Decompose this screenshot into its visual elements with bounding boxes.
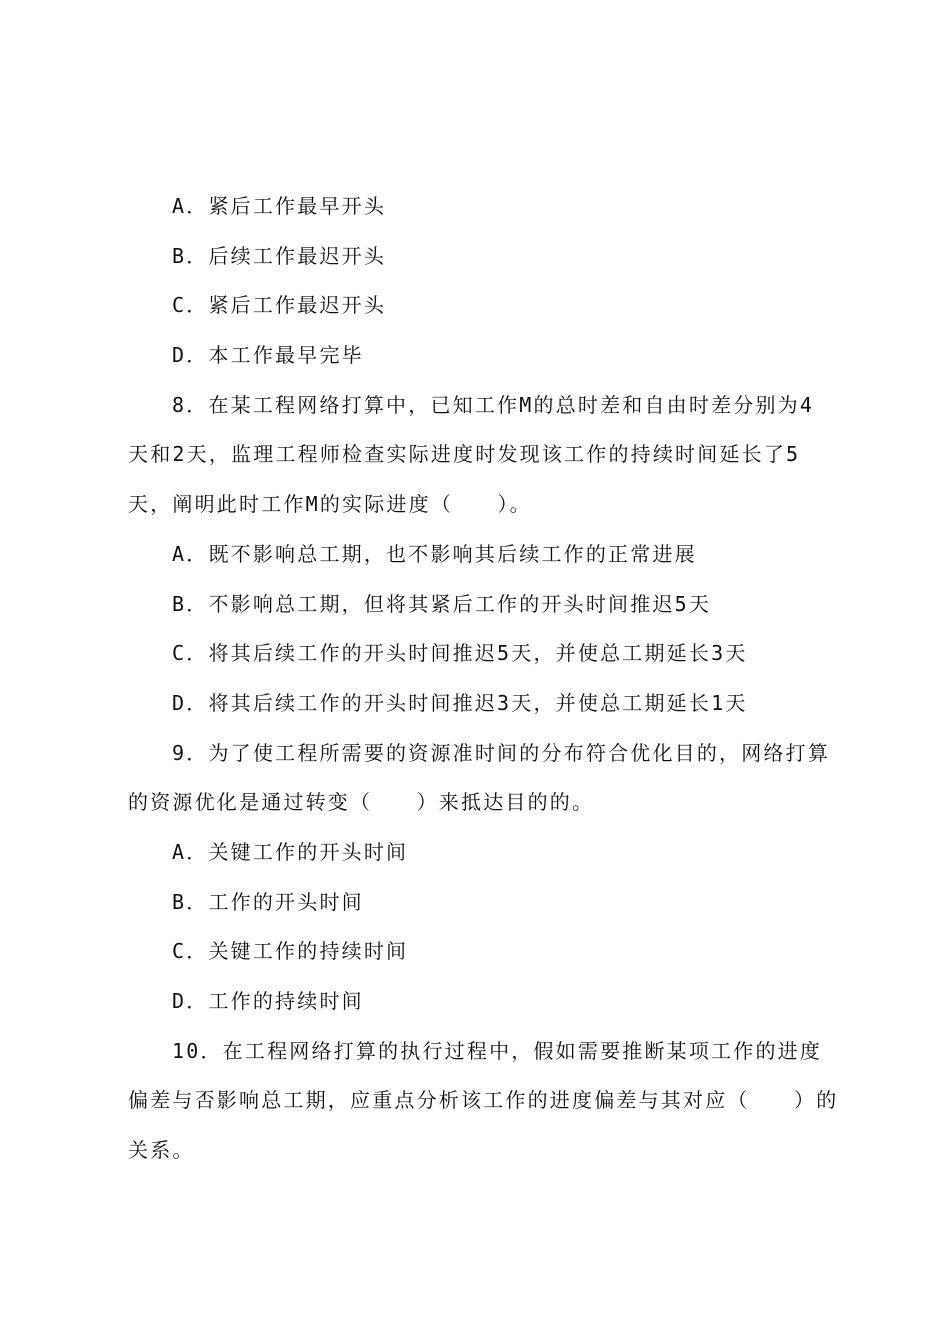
q8-option-a: A．既不影响总工期，也不影响其后续工作的正常进展 bbox=[172, 542, 697, 566]
q8-stem-line-1: 8．在某工程网络打算中，已知工作M的总时差和自由时差分别为4 bbox=[172, 393, 815, 417]
q8-stem-line-2: 天和2天，监理工程师检查实际进度时发现该工作的持续时间延长了5 bbox=[128, 442, 801, 466]
q9-stem-line-1: 9．为了使工程所需要的资源准时间的分布符合优化目的，网络打算 bbox=[172, 741, 831, 765]
q7-option-b: B．后续工作最迟开头 bbox=[172, 244, 387, 268]
q10-stem-line-3: 关系。 bbox=[128, 1138, 195, 1162]
q8-option-b: B．不影响总工期，但将其紧后工作的开头时间推迟5天 bbox=[172, 592, 712, 616]
q7-option-d: D．本工作最早完毕 bbox=[172, 343, 364, 367]
q7-option-a: A．紧后工作最早开头 bbox=[172, 194, 387, 218]
q7-option-c: C．紧后工作最迟开头 bbox=[172, 293, 387, 317]
q8-option-d: D．将其后续工作的开头时间推迟3天，并使总工期延长1天 bbox=[172, 691, 748, 715]
q9-option-a: A．关键工作的开头时间 bbox=[172, 840, 409, 864]
q9-option-c: C．关键工作的持续时间 bbox=[172, 939, 409, 963]
q9-stem-line-2: 的资源优化是通过转变（ ）来抵达目的的。 bbox=[128, 790, 595, 814]
q8-stem-line-3: 天，阐明此时工作M的实际进度（ ）。 bbox=[128, 492, 532, 516]
q10-stem-line-1: 10．在工程网络打算的执行过程中，假如需要推断某项工作的进度 bbox=[172, 1039, 823, 1063]
q9-option-b: B．工作的开头时间 bbox=[172, 890, 364, 914]
q10-stem-line-2: 偏差与否影响总工期，应重点分析该工作的进度偏差与其对应（ ）的 bbox=[128, 1088, 839, 1112]
q9-option-d: D．工作的持续时间 bbox=[172, 989, 364, 1013]
q8-option-c: C．将其后续工作的开头时间推迟5天，并使总工期延长3天 bbox=[172, 641, 748, 665]
